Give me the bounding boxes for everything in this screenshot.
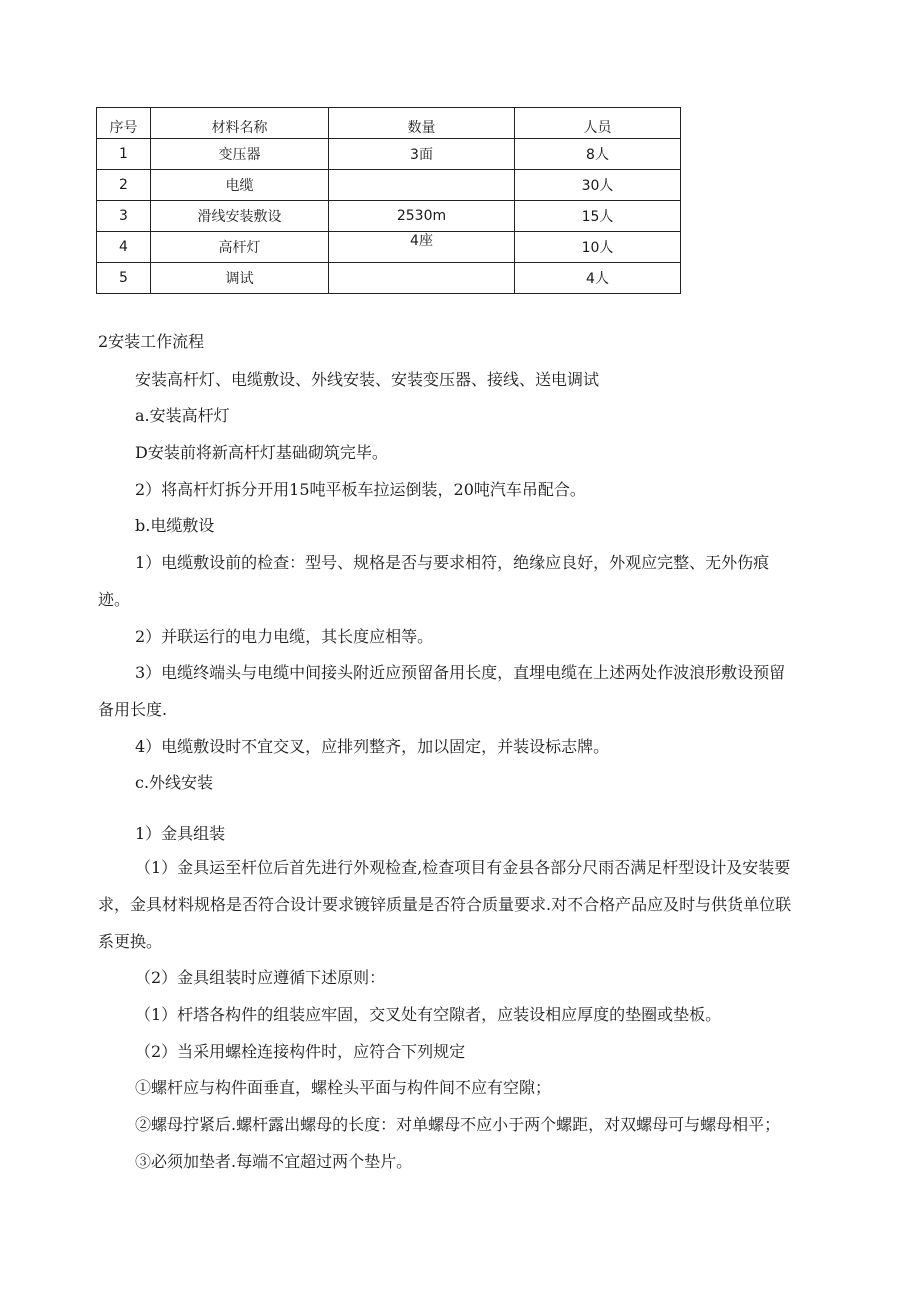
row-staff: 10人 xyxy=(515,232,681,263)
row-quantity: 2530m xyxy=(329,201,515,232)
row-staff: 4人 xyxy=(515,263,681,294)
subsection-a-title: a.安装高杆灯 xyxy=(135,406,230,425)
table-row xyxy=(97,201,681,232)
row-staff: 8人 xyxy=(515,139,681,170)
row-quantity-text: 4座 xyxy=(410,233,433,249)
paragraph: （1）金具运至杆位后首先进行外观检查,检查项目有金县各部分尺雨否满足杆型设计及安装要 xyxy=(135,858,791,877)
sub-heading: 1）金具组装 xyxy=(135,824,226,843)
row-quantity xyxy=(329,170,515,201)
rule-item: ③必须加垫者.每端不宜超过两个垫片。 xyxy=(135,1152,413,1171)
header-quantity: 数量 xyxy=(329,108,515,139)
row-material-name: 滑线安装敷设 xyxy=(151,201,329,232)
paragraph: 2）将高杆灯拆分开用15吨平板车拉运倒装，20吨汽车吊配合。 xyxy=(135,480,586,499)
flow-summary: 安装高杆灯、电缆敷设、外线安装、安装变压器、接线、送电调试 xyxy=(135,370,600,389)
row-staff: 30人 xyxy=(515,170,681,201)
rule-item: ①螺杆应与构件面垂直，螺栓头平面与构件间不应有空隙； xyxy=(135,1078,552,1097)
rule-item: ②螺母拧紧后.螺杆露出螺母的长度：对单螺母不应小于两个螺距，对双螺母可与螺母相平； xyxy=(135,1115,781,1134)
row-quantity xyxy=(329,263,515,294)
materials-table xyxy=(96,107,681,294)
row-no: 4 xyxy=(97,232,151,263)
table-row xyxy=(97,170,681,201)
row-no: 3 xyxy=(97,201,151,232)
paragraph: 2）并联运行的电力电缆，其长度应相等。 xyxy=(135,627,434,646)
header-staff: 人员 xyxy=(515,108,681,139)
row-staff: 15人 xyxy=(515,201,681,232)
row-material-name: 高杆灯 xyxy=(151,232,329,263)
row-quantity: 3面 xyxy=(329,139,515,170)
subsection-b-title: b.电缆敷设 xyxy=(135,516,215,535)
section-title: 2安装工作流程 xyxy=(98,332,205,351)
row-material-name: 调试 xyxy=(151,263,329,294)
row-material-name: 变压器 xyxy=(151,139,329,170)
paragraph: （2）金具组装时应遵循下述原则： xyxy=(135,968,386,987)
paragraph: 3）电缆终端头与电缆中间接头附近应预留备用长度，直埋电缆在上述两处作波浪形敷设预留 xyxy=(135,663,786,682)
table-row xyxy=(97,263,681,294)
header-no: 序号 xyxy=(97,108,151,139)
paragraph-continuation: 求，金具材料规格是否符合设计要求镀锌质量是否符合质量要求.对不合格产品应及时与供货单位联 xyxy=(98,895,792,914)
row-no: 2 xyxy=(97,170,151,201)
subsection-c-title: c.外线安装 xyxy=(135,773,214,792)
header-material-name: 材料名称 xyxy=(151,108,329,139)
row-no: 1 xyxy=(97,139,151,170)
table-row xyxy=(97,232,681,263)
paragraph-continuation: 系更换。 xyxy=(98,932,163,951)
paragraph-continuation: 迹。 xyxy=(98,590,131,609)
row-no: 5 xyxy=(97,263,151,294)
table-row xyxy=(97,139,681,170)
table-header-row xyxy=(97,108,681,139)
paragraph: 1）电缆敷设前的检查：型号、规格是否与要求相符，绝缘应良好，外观应完整、无外伤痕 xyxy=(135,553,770,572)
paragraph: （2）当采用螺栓连接构件时，应符合下列规定 xyxy=(135,1042,466,1061)
paragraph: （1）杆塔各构件的组装应牢固，交叉处有空隙者，应装设相应厚度的垫圈或垫板。 xyxy=(135,1005,722,1024)
row-material-name: 电缆 xyxy=(151,170,329,201)
row-quantity xyxy=(329,232,515,263)
paragraph-continuation: 备用长度. xyxy=(98,700,168,719)
paragraph: D安装前将新高杆灯基础砌筑完毕。 xyxy=(135,443,388,462)
paragraph: 4）电缆敷设时不宜交叉，应排列整齐，加以固定，并装设标志牌。 xyxy=(135,737,610,756)
